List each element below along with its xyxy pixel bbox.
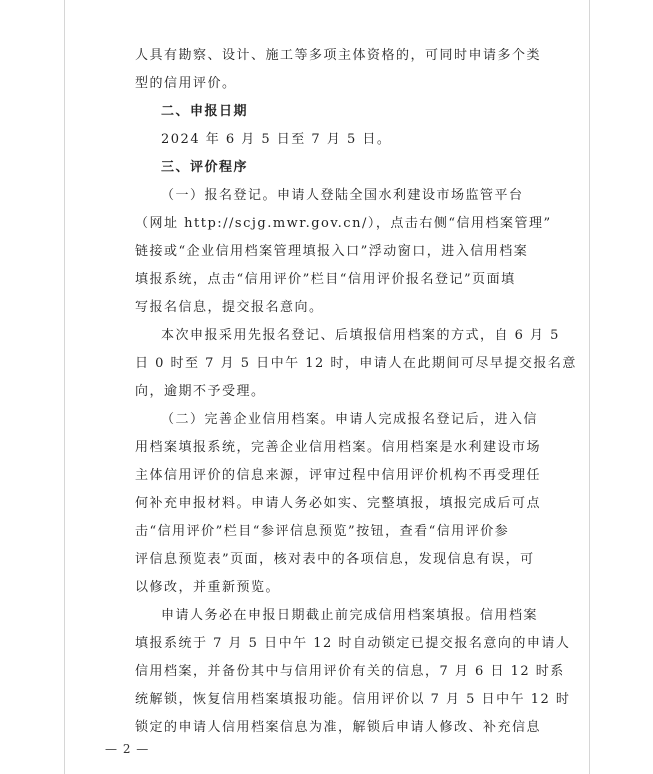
page-number: — 2 — (105, 742, 150, 756)
section-heading-procedure: 三、评价程序 (161, 160, 249, 175)
body-line: 填报系统于 7 月 5 日中午 12 时自动锁定已提交报名意向的申请人 (135, 636, 571, 651)
body-line: 击“信用评价”栏目“参评信息预览”按钮，查看“信用评价参 (135, 524, 510, 539)
body-line: （二）完善企业信用档案。申请人完成报名登记后，进入信 (161, 412, 539, 427)
body-line: 本次申报采用先报名登记、后填报信用档案的方式，自 6 月 5 (161, 328, 560, 343)
body-line: 人具有勘察、设计、施工等多项主体资格的，可同时申请多个类 (135, 48, 542, 63)
body-line: 主体信用评价的信息来源，评审过程中信用评价机构不再受理任 (135, 468, 542, 483)
section-heading-dates: 二、申报日期 (161, 104, 249, 119)
body-line: 申请人务必在申报日期截止前完成信用档案填报。信用档案 (161, 608, 539, 623)
body-line: 以修改，并重新预览。 (135, 580, 281, 595)
body-line: 用档案填报系统，完善企业信用档案。信用档案是水利建设市场 (135, 440, 542, 455)
body-line: （网址 http://scjg.mwr.gov.cn/），点击右侧“信用档案管理” (135, 216, 552, 231)
body-line: 信用档案，并备份其中与信用评价有关的信息，7 月 6 日 12 时系 (135, 664, 565, 679)
body-line: 何补充申报材料。申请人务必如实、完整填报，填报完成后可点 (135, 496, 542, 511)
body-line: 日 0 时至 7 月 5 日中午 12 时，申请人在此期间可尽早提交报名意 (135, 356, 577, 371)
body-line: 填报系统，点击“信用评价”栏目“信用评价报名登记”页面填 (135, 272, 516, 287)
body-line: （一）报名登记。申请人登陆全国水利建设市场监管平台 (161, 188, 524, 203)
body-line: 统解锁，恢复信用档案填报功能。信用评价以 7 月 5 日中午 12 时 (135, 692, 571, 707)
body-line: 写报名信息，提交报名意向。 (135, 300, 324, 315)
body-line: 链接或“企业信用档案管理填报入口”浮动窗口，进入信用档案 (135, 244, 529, 259)
body-line: 2024 年 6 月 5 日至 7 月 5 日。 (161, 132, 392, 147)
document-page (64, 0, 590, 774)
body-line: 评信息预览表”页面，核对表中的各项信息，发现信息有误，可 (135, 552, 535, 567)
body-line: 型的信用评价。 (135, 76, 237, 91)
document-body (135, 42, 577, 742)
body-line: 向，逾期不予受理。 (135, 384, 266, 399)
body-line: 锁定的申请人信用档案信息为准，解锁后申请人修改、补充信息 (135, 720, 542, 735)
